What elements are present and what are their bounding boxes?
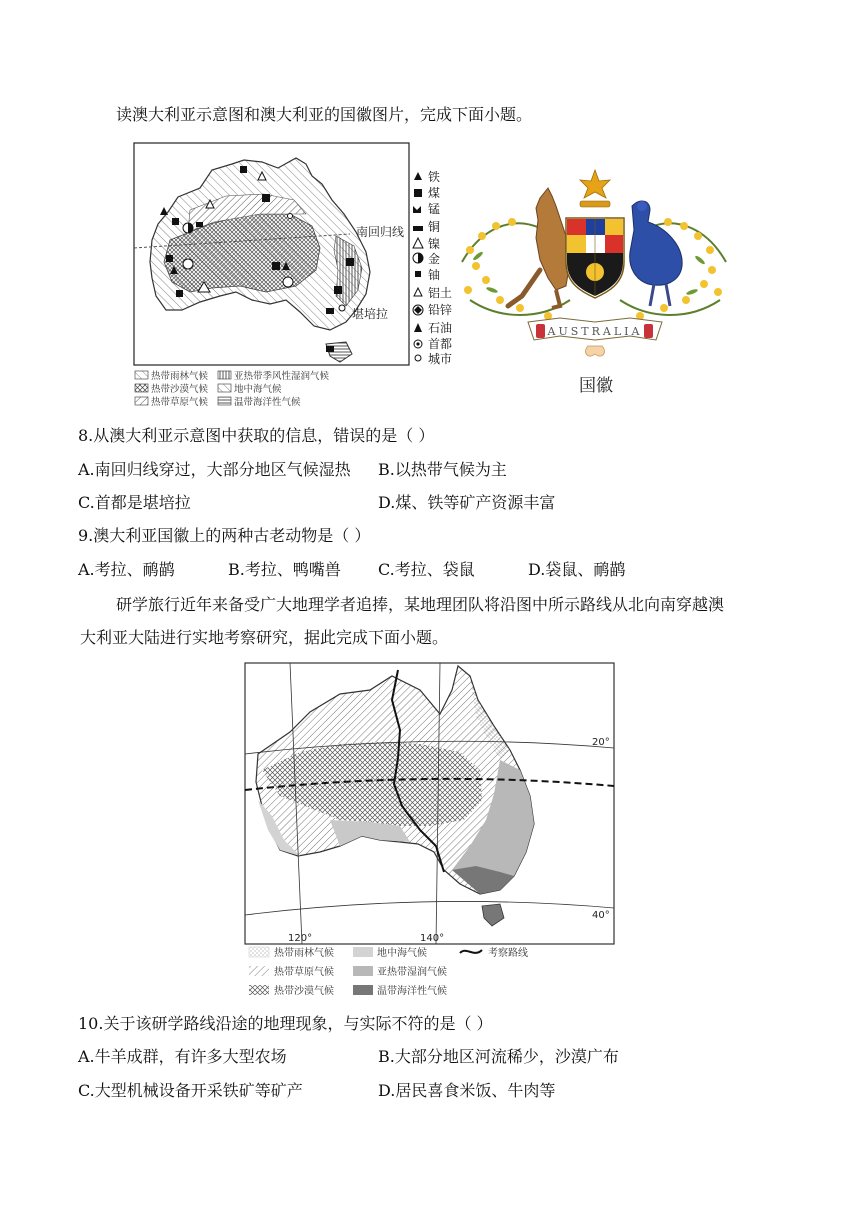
lon-120-label: 120°: [288, 933, 313, 944]
lon-140-label: 140°: [420, 933, 445, 944]
svg-text:地中海气候: 地中海气候: [234, 384, 282, 395]
q8-option-b[interactable]: B.以热带气候为主: [378, 460, 507, 479]
question-10-stem: 10.关于该研学路线沿途的地理现象，与实际不符的是（ ）: [78, 1014, 493, 1033]
svg-text:热带草原气候: 热带草原气候: [151, 397, 209, 408]
q9-option-b[interactable]: B.考拉、鸭嘴兽: [228, 560, 341, 579]
intro-text: 读澳大利亚示意图和澳大利亚的国徽图片，完成下面小题。: [116, 105, 533, 124]
q10-option-b[interactable]: B.大部分地区河流稀少，沙漠广布: [378, 1047, 619, 1066]
svg-text:热带雨林气候: 热带雨林气候: [151, 371, 209, 382]
q10-option-c[interactable]: C.大型机械设备开采铁矿等矿产: [78, 1081, 303, 1100]
question-9-stem: 9.澳大利亚国徽上的两种古老动物是（ ）: [78, 526, 371, 545]
capital-label: 堪培拉: [352, 307, 389, 321]
svg-text:温带海洋性气候: 温带海洋性气候: [377, 986, 447, 997]
q8-option-a[interactable]: A.南回归线穿过，大部分地区气候湿热: [78, 460, 351, 479]
legend-manganese: 锰: [428, 202, 441, 216]
map2-legend: [249, 946, 528, 997]
q10-option-d[interactable]: D.居民喜食米饭、牛肉等: [378, 1081, 556, 1100]
intro2-line2: 大利亚大陆进行实地考察研究，据此完成下面小题。: [80, 628, 449, 647]
svg-text:考察路线: 考察路线: [488, 948, 528, 959]
intro2-line1: 研学旅行近年来备受广大地理学者追捧，某地理团队将沿图中所示路线从北向南穿越澳: [116, 595, 725, 614]
legend-coal: 煤: [428, 186, 441, 200]
q9-option-a[interactable]: A.考拉、鸸鹋: [78, 560, 175, 579]
q8-option-d[interactable]: D.煤、铁等矿产资源丰富: [378, 493, 556, 512]
svg-text:热带沙漠气候: 热带沙漠气候: [151, 384, 209, 395]
question-8-stem: 8.从澳大利亚示意图中获取的信息，错误的是（ ）: [78, 426, 435, 445]
emblem-caption: 国徽: [579, 376, 613, 396]
svg-text:亚热带湿润气候: 亚热带湿润气候: [377, 967, 447, 978]
svg-text:热带雨林气候: 热带雨林气候: [274, 948, 334, 959]
q8-option-c[interactable]: C.首都是堪培拉: [78, 493, 191, 512]
legend-lead-zinc: 铅锌: [428, 303, 453, 317]
lat-40-label: 40°: [592, 910, 610, 921]
lat-20-label: 20°: [592, 737, 610, 748]
tropic-label: 南回归线: [356, 225, 405, 239]
legend-oil: 石油: [428, 321, 453, 335]
legend-capital: 首都: [428, 337, 453, 351]
svg-text:热带沙漠气候: 热带沙漠气候: [274, 986, 334, 997]
legend-iron: 铁: [428, 170, 441, 184]
svg-text:AUSTRALIA: AUSTRALIA: [547, 325, 643, 338]
legend-gold: 金: [428, 252, 441, 266]
legend-bauxite: 铝土: [428, 286, 453, 300]
svg-text:温带海洋性气候: 温带海洋性气候: [234, 397, 301, 408]
legend-nickel: 镍: [428, 237, 441, 251]
svg-text:亚热带季风性湿润气候: 亚热带季风性湿润气候: [234, 371, 330, 382]
q9-option-c[interactable]: C.考拉、袋鼠: [378, 560, 475, 579]
svg-text:地中海气候: 地中海气候: [377, 948, 427, 959]
legend-uranium: 铀: [428, 268, 441, 282]
legend-city: 城市: [428, 352, 453, 366]
q9-option-d[interactable]: D.袋鼠、鸸鹋: [528, 560, 626, 579]
q10-option-a[interactable]: A.牛羊成群，有许多大型农场: [78, 1047, 287, 1066]
legend-copper: 铜: [428, 220, 441, 234]
svg-text:热带草原气候: 热带草原气候: [274, 967, 334, 978]
